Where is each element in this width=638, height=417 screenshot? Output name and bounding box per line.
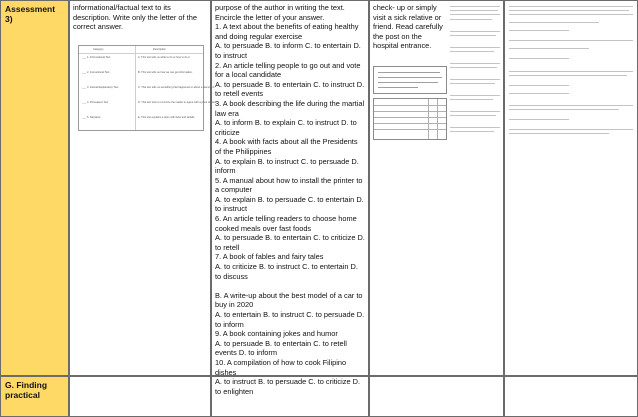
matching-item-2: ___ 2. Instructional Text bbox=[82, 71, 110, 74]
matching-item-3: ___ 3. Factual Explanatory Text bbox=[82, 86, 119, 89]
matching-desc-2: B. This text tells us how we can get information. bbox=[138, 71, 193, 74]
assessment-col1-text: informational/factual text to its description. Write only the letter of the correct answer. bbox=[73, 3, 197, 32]
matching-table bbox=[78, 45, 217, 131]
assessment-col3-text: check- up or simply visit a sick relative or friend. Read carefully the post on the hospital entrance. bbox=[373, 3, 443, 51]
assessment-label: Assessment 3) bbox=[5, 4, 56, 24]
matching-item-4: ___ 4. Persuasive Text bbox=[82, 101, 109, 104]
matching-desc-4: D. This text tries to convince the reader to agree with a point of view. bbox=[138, 101, 217, 104]
matching-header-description: Description bbox=[153, 48, 166, 51]
assessment-label-cell bbox=[0, 0, 69, 376]
finding-practical-label-cell bbox=[0, 376, 69, 417]
matching-desc-3: C. This text tells us something that happened or about a real event. bbox=[138, 86, 216, 89]
finding-col1-cell bbox=[69, 376, 211, 417]
assessment-col3-cell bbox=[369, 0, 504, 376]
matching-item-1: ___ 1. Informational Text bbox=[82, 56, 111, 59]
matching-item-5: ___ 5. Narrative bbox=[82, 116, 101, 119]
matching-desc-1: A. This text tells us what to do or how to do it. bbox=[138, 56, 191, 59]
assessment-col2-text: purpose of the author in writing the text. Encircle the letter of your answer. 1. A text about the benefits of eating healthy and doing regular exercise A. to persuade B. to inform C. to entertain D. to instruct 2. An article telling people to go out and vote for a local candidate A. to persuade B. to entertain C. to instruct D. to retell events 3. A book describing the life during the martial law era A. to inform B. to explain C. to instruct D. to criticize 4. A book with facts about all the Presidents of the Philippines A. to explain B. to instruct C. to persuade D. inform 5. A manual about how to install the printer to a computer A. to explain B. to persuade C. to entertain D. to instruct 6. An article telling readers to choose home cooked meals over fast foods A. to persuade B. to entertain C. to criticize D. to retell 7. A book of fables and fairy tales A. to criticize B. to instruct C. to entertain D. to discuss B. A write-up about the best model of a car to buy in 2020 A. to entertain B. to instruct C. to persuade D. to inform 9. A book containing jokes and humor A. to persuade B. to entertain C. to retell events D. to inform 10. A compilation of how to cook Filipino dishes A. to instruct B. to persuade C. to criticize D. to enlighten bbox=[215, 3, 365, 396]
hospital-notice bbox=[373, 66, 447, 94]
matching-header-category: Category bbox=[93, 48, 104, 51]
checklist-table bbox=[373, 98, 447, 140]
finding-practical-label: G. Finding practical bbox=[5, 380, 48, 400]
finding-col2-cell bbox=[211, 376, 369, 417]
assessment-col2-cell bbox=[211, 0, 369, 396]
assessment-col4-cell bbox=[504, 0, 638, 376]
matching-desc-5: E. This text explains a topic with facts and details. bbox=[138, 116, 196, 119]
finding-col3-cell bbox=[369, 376, 504, 417]
finding-col4-cell bbox=[504, 376, 638, 417]
assessment-col1-cell bbox=[69, 0, 217, 376]
